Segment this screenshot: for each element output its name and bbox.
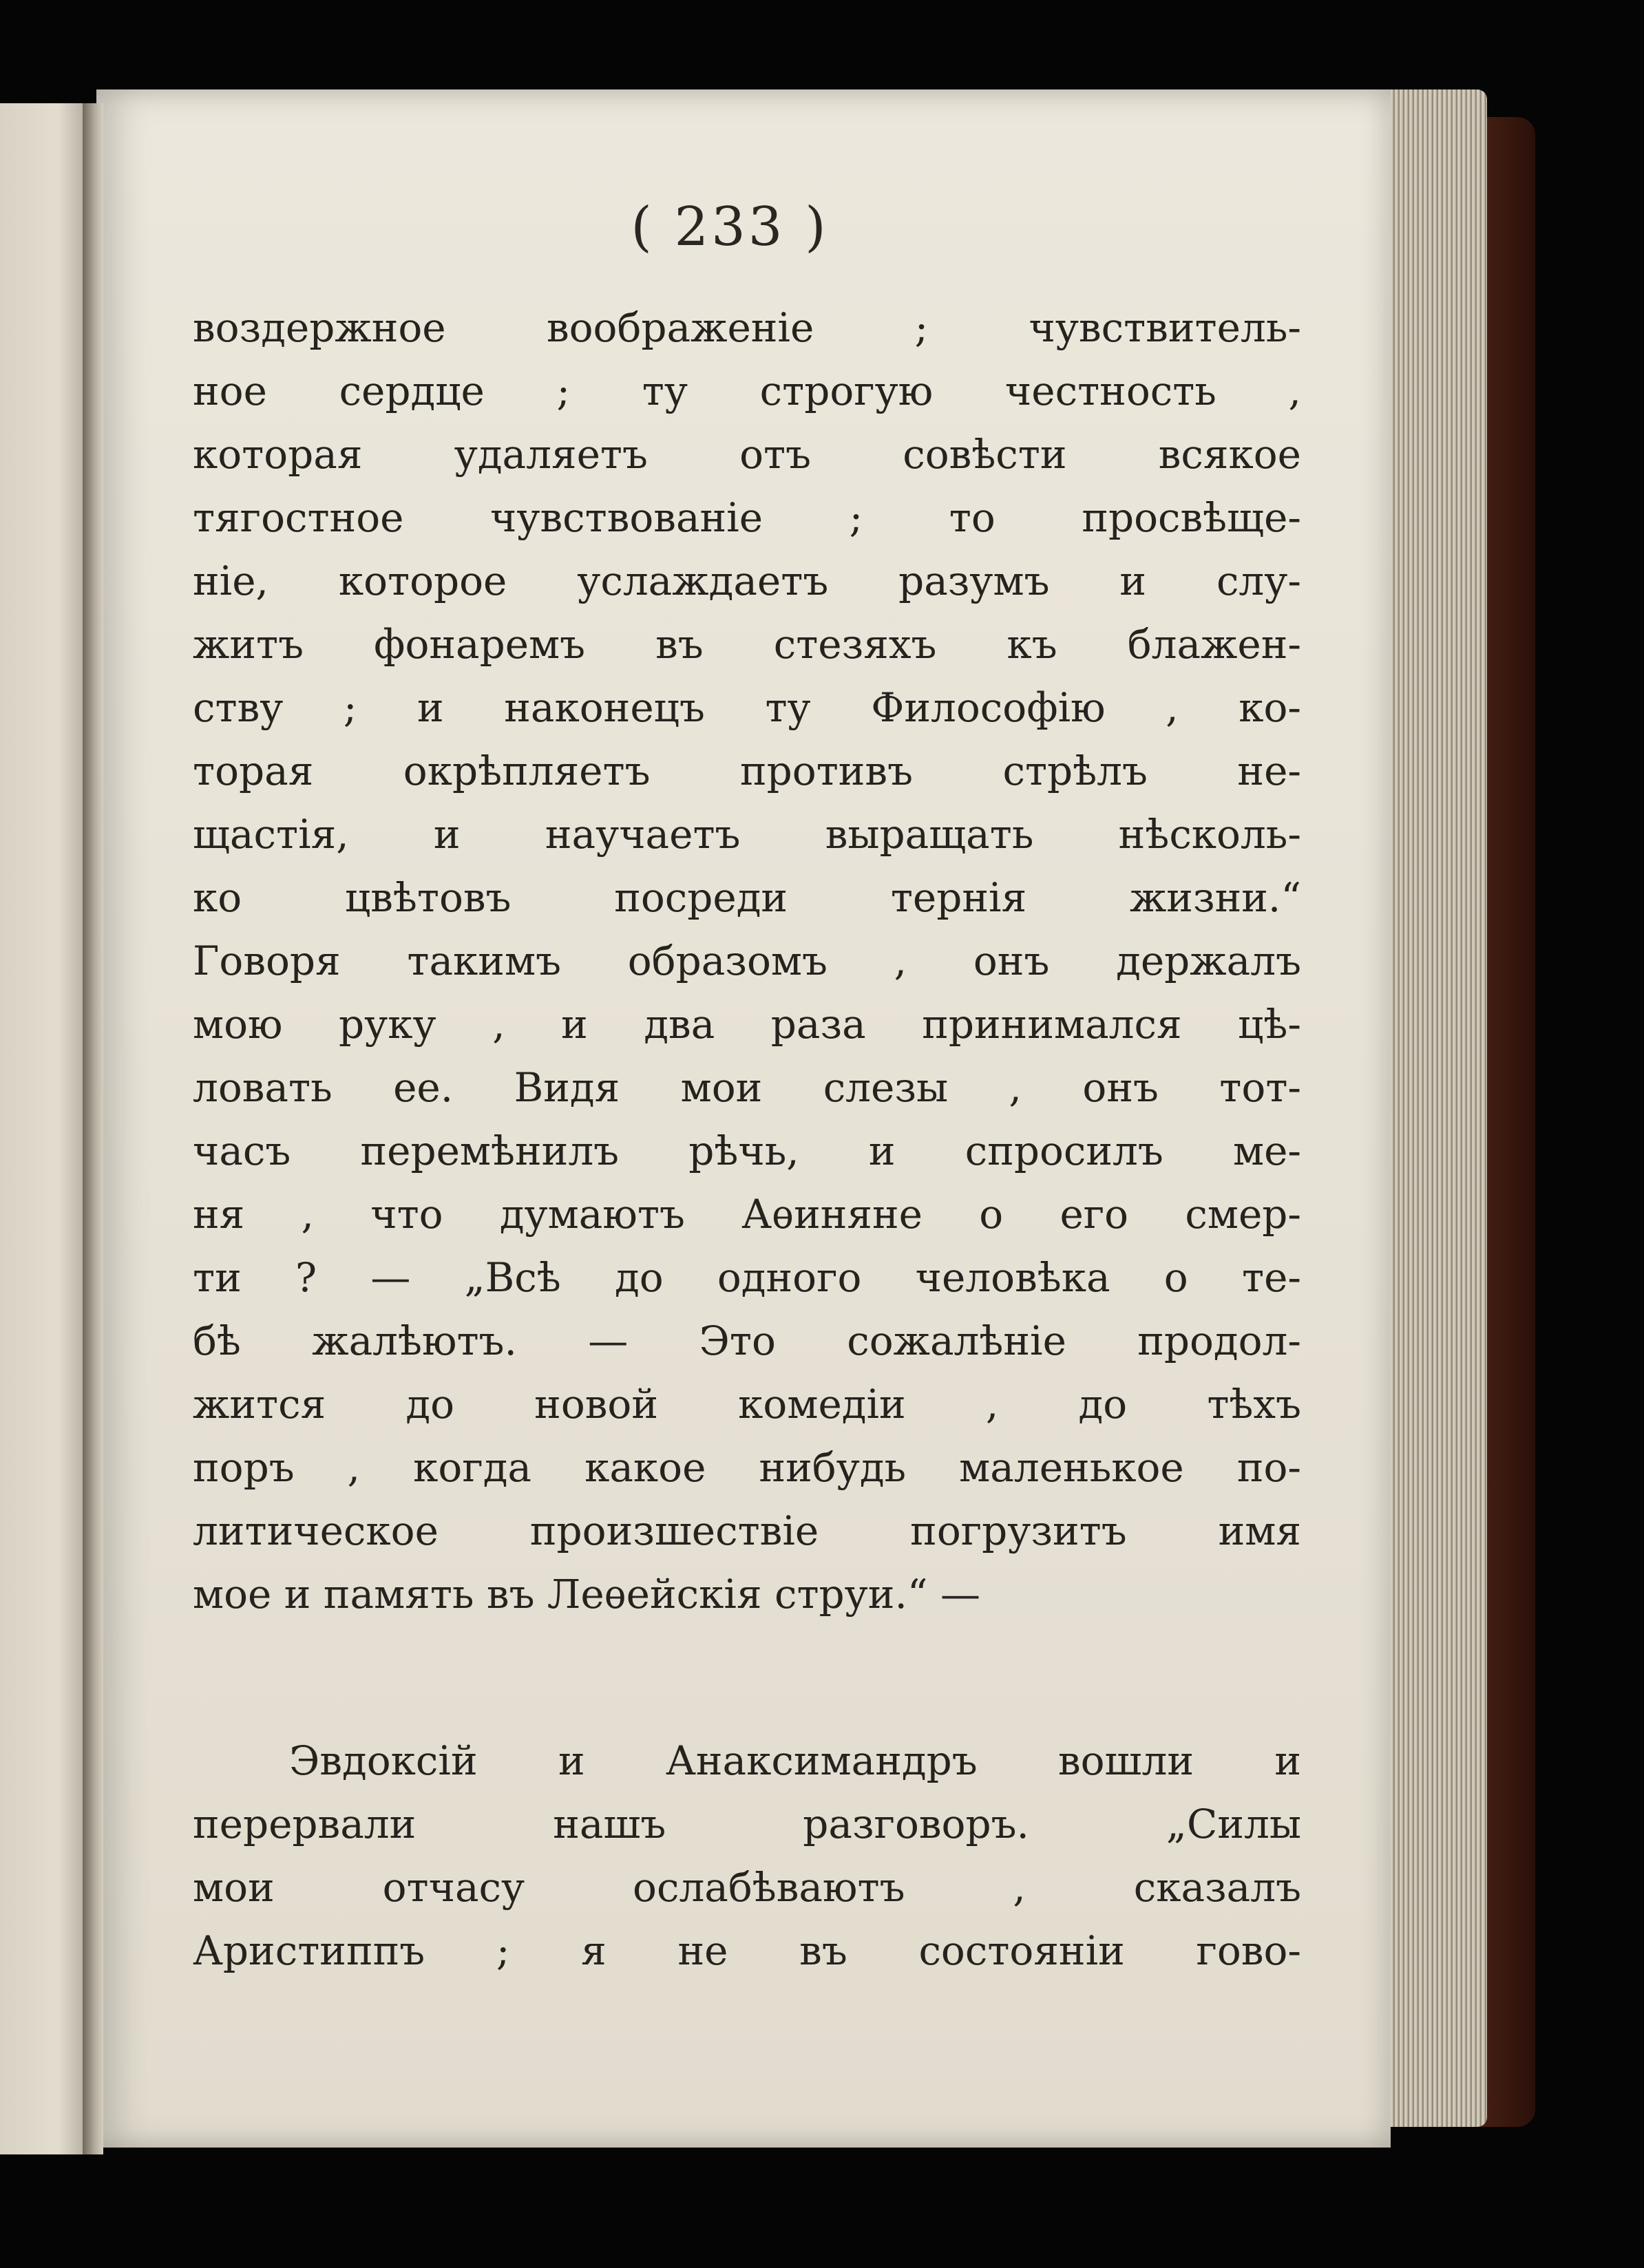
text-line: ти ? — „Всѣ до одного человѣка о те-	[193, 1254, 1301, 1301]
text-line: перервали нашъ разговоръ. „Силы	[193, 1801, 1301, 1847]
book-gutter	[83, 103, 103, 2154]
text-line: бѣ жалѣютъ. — Это сожалѣніе продол-	[193, 1317, 1301, 1364]
text-line: мою руку , и два раза принимался цѣ-	[193, 1001, 1301, 1048]
paragraph-gap	[193, 1626, 1301, 1729]
text-line: Аристиппъ ; я не въ состояніи гово-	[193, 1927, 1301, 1974]
text-line: ко цвѣтовъ посреди тернія жизни.“	[193, 874, 1301, 921]
text-line: ству ; и наконецъ ту Философію , ко-	[193, 684, 1301, 731]
text-line: ловать ее. Видя мои слезы , онъ тот-	[193, 1064, 1301, 1111]
book-page	[96, 89, 1391, 2148]
text-line: которая удаляетъ отъ совѣсти всякое	[193, 431, 1301, 478]
left-page	[0, 103, 96, 2154]
text-line: мое и память въ Леѳейскія струи.“ —	[193, 1571, 980, 1618]
text-line: литическое произшествіе погрузитъ имя	[193, 1507, 1301, 1554]
text-line: ное сердце ; ту строгую честность ,	[193, 368, 1301, 414]
text-line: торая окрѣпляетъ противъ стрѣлъ не-	[193, 748, 1301, 794]
text-line: поръ , когда какое нибудь маленькое по-	[193, 1444, 1301, 1491]
text-line: жится до новой комедіи , до тѣхъ	[193, 1381, 1301, 1428]
text-line: ніе, которое услаждаетъ разумъ и слу-	[193, 558, 1301, 604]
text-line: мои отчасу ослабѣваютъ , сказалъ	[193, 1864, 1301, 1911]
text-block	[193, 296, 1301, 1982]
text-line: житъ фонаремъ въ стезяхъ къ блажен-	[193, 621, 1301, 668]
text-line: щастія, и научаетъ выращать нѣсколь-	[193, 811, 1301, 858]
text-line: часъ перемѣнилъ рѣчь, и спросилъ ме-	[193, 1127, 1301, 1174]
text-line: Эвдоксій и Анаксимандръ вошли и	[289, 1737, 1301, 1784]
text-line: Говоря такимъ образомъ , онъ держалъ	[193, 937, 1301, 984]
page-number: ( 233 )	[631, 196, 829, 258]
text-line: ня , что думаютъ Аѳиняне о его смер-	[193, 1191, 1301, 1238]
text-line: тягостное чувствованіе ; то просвѣще-	[193, 494, 1301, 541]
text-line: воздержное воображеніе ; чувствитель-	[193, 304, 1301, 351]
